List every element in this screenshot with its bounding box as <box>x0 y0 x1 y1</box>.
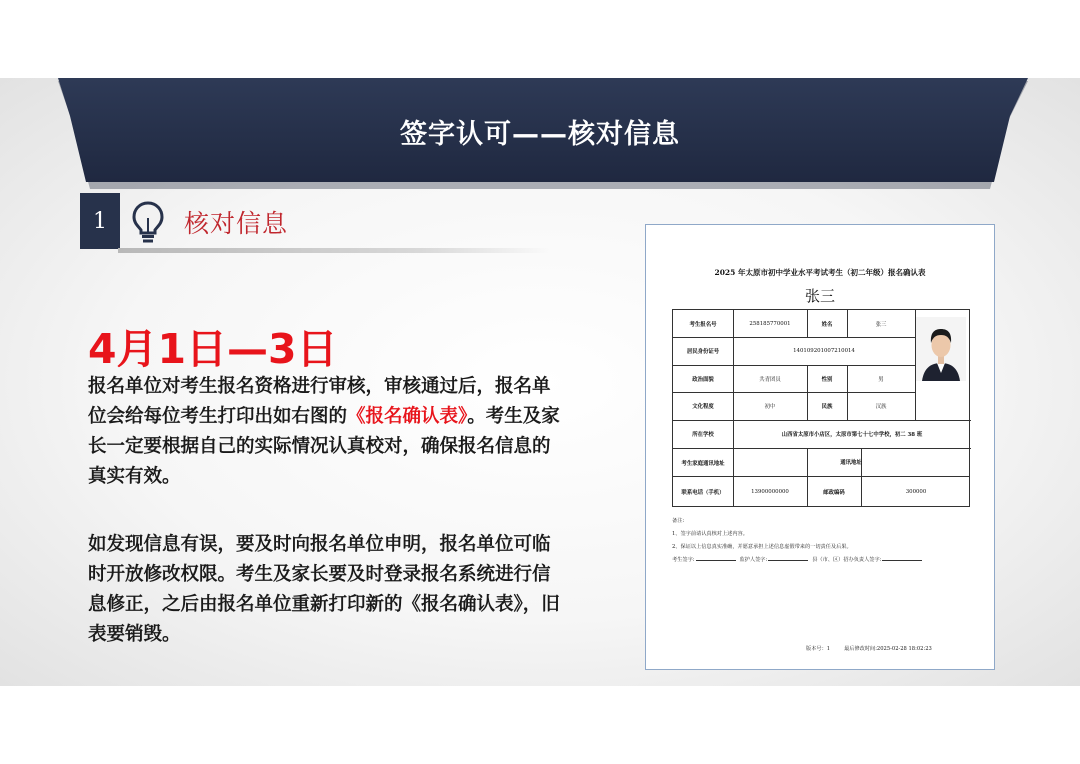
ethnic-label: 民族 <box>821 404 833 410</box>
form-title: 2025 年太原市初中学业水平考试考生（初二年级）报名确认表 <box>714 268 926 277</box>
phone-label: 联系电话（手机） <box>681 490 725 496</box>
id-label: 居民身份证号 <box>686 349 720 355</box>
paragraph-1-text-end: 。考生及家长一定要根据自己的实际情况认真校对，确保报名信息的真实有效。 <box>88 406 560 487</box>
gender-label: 性别 <box>821 376 833 383</box>
school-label: 所在学校 <box>692 432 714 438</box>
id-value: 140109201007210014 <box>793 348 855 354</box>
notes-heading: 备注: <box>672 518 685 524</box>
gender-value: 男 <box>878 376 884 383</box>
section-divider <box>118 248 550 253</box>
form-name-heading: 张三 <box>804 287 835 305</box>
paragraph-2: 如发现信息有误，要及时向报名单位申明，报名单位可临时开放修改权限。考生及家长要及时登录报名系统进行信息修正，之后由报名单位重新打印新的《报名确认表》，旧表要销毁。 <box>88 534 560 645</box>
paragraph-1-text: 报名单位对考生报名资格进行审核，审核通过后，报名单位会给每位考生打印出如右图的 <box>88 376 551 427</box>
political-value: 共青团员 <box>759 376 781 383</box>
student-signature-label: 考生签字: <box>672 557 695 563</box>
registration-form-image <box>645 224 995 670</box>
name-label: 姓名 <box>821 321 833 328</box>
postcode-value: 300000 <box>905 489 927 495</box>
date-heading: 4月1日—3日 <box>88 325 338 373</box>
form-name-highlight: 《报名确认表》 <box>347 406 468 427</box>
lightbulb-icon <box>130 200 166 244</box>
last-modified: 最后修改时间:2025-02-28 18:02:23 <box>844 646 932 652</box>
paragraph-1 <box>88 372 568 492</box>
form-table-bottom <box>672 477 970 507</box>
form-notes <box>672 515 926 567</box>
section-number: 1 <box>80 193 120 249</box>
ethnic-value: 汉族 <box>875 404 887 410</box>
address-label: 考生家庭通讯地址 <box>681 461 725 467</box>
exam-no-value: 258185770001 <box>749 320 791 327</box>
version-number: 版本号：1 <box>806 646 831 652</box>
address-value: 通讯地址 <box>840 460 862 466</box>
exam-no-label: 考生报名号 <box>689 321 717 328</box>
guardian-signature-label: 监护人签字: <box>739 557 768 563</box>
form-footer <box>806 645 946 652</box>
section-title: 核对信息 <box>184 209 289 238</box>
political-label: 政治面貌 <box>692 376 714 383</box>
notes-line-1: 1、签字前请认真核对上述内容。 <box>672 531 748 537</box>
student-photo <box>916 317 966 381</box>
postcode-label: 邮政编码 <box>823 490 845 496</box>
name-value: 张三 <box>875 321 887 328</box>
school-value: 山西省太原市小店区，太原市第七十七中学校，初二 38 班 <box>781 432 923 438</box>
education-label: 文化程度 <box>692 404 714 410</box>
signature-row <box>672 554 926 567</box>
education-value: 初中 <box>764 404 776 410</box>
notes-line-2: 2、保证以上信息真实准确，并愿意承担上述信息虚假带来的一切责任及后果。 <box>672 544 852 550</box>
page-title: 签字认可——核对信息 <box>400 119 680 150</box>
phone-value: 13900000000 <box>751 489 789 495</box>
official-signature-label: 县（市、区）招办负责人签字: <box>812 557 882 563</box>
slide <box>0 78 1080 686</box>
